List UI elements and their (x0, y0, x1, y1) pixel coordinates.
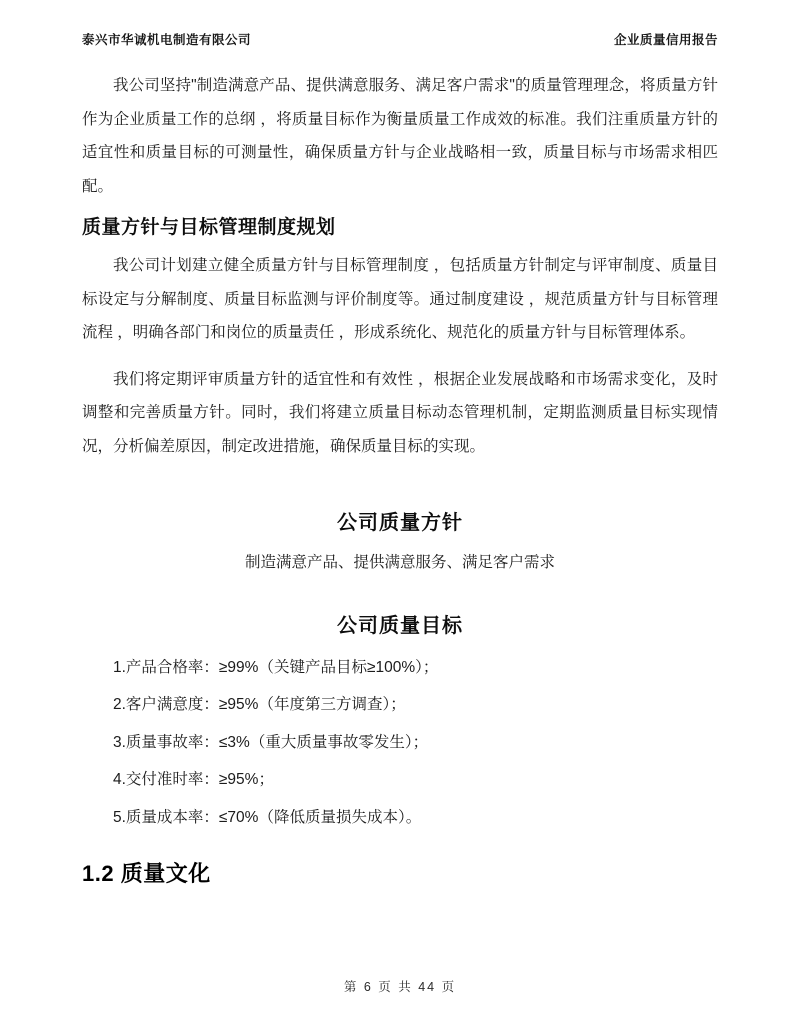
paragraph-system-planning: 我公司计划建立健全质量方针与目标管理制度 ，包括质量方针制定与评审制度、质量目标设定与分解制度、质量目标监测与评价制度等。通过制度建设 ，规范质量方针与目标管理流程 ，明确各部门和岗位的质量责任 ，形成系统化、规范化的质量方针与目标管理体系。 (82, 257, 718, 341)
goal-item-incident-rate: 3.质量事故率：≤3%（重大质量事故零发生）； (113, 733, 429, 751)
document-header (82, 30, 718, 48)
paragraph-quality-policy-intro: 我公司坚持"制造满意产品、提供满意服务、满足客户需求"的质量管理理念，将质量方针作为企业质量工作的总纲 ，将质量目标作为衡量质量工作成效的标准。我们注重质量方针的适宜性和质量目标的可测量性，确保质量方针与企业战略相一致，质量目标与市场需求相匹配。 (82, 77, 718, 195)
goals-list (82, 660, 718, 826)
goals-title: 公司质量目标 (337, 615, 463, 637)
policy-title: 公司质量方针 (337, 512, 463, 534)
goal-item-customer-satisfaction: 2.客户满意度：≥95%（年度第三方调查）； (113, 696, 406, 713)
page-footer (0, 977, 800, 995)
section-heading-quality-culture: 1.2 质量文化 (82, 860, 211, 886)
paragraph-review-mechanism: 我们将定期评审质量方针的适宜性和有效性 ，根据企业发展战略和市场需求变化，及时调整和完善质量方针。同时，我们将建立质量目标动态管理机制，定期监测质量目标实现情况，分析偏差原因，制定改进措施，确保质量目标的实现。 (82, 370, 718, 455)
page-number-indicator: 第 6 页 共 44 页 (343, 980, 457, 994)
goal-item-pass-rate: 1.产品合格率：≥99%（关键产品目标≥100%）； (113, 658, 439, 676)
header-report-title: 企业质量信用报告 (613, 33, 718, 47)
header-company-name: 泰兴市华诚机电制造有限公司 (82, 33, 252, 47)
goal-item-quality-cost: 5.质量成本率：≤70%（降低质量损失成本）。 (113, 808, 422, 826)
policy-content: 制造满意产品、提供满意服务、满足客户需求 (244, 554, 555, 571)
section-heading-policy-target-system: 质量方针与目标管理制度规划 (82, 217, 336, 238)
goal-item-on-time-delivery: 4.交付准时率：≥95%； (113, 771, 274, 788)
